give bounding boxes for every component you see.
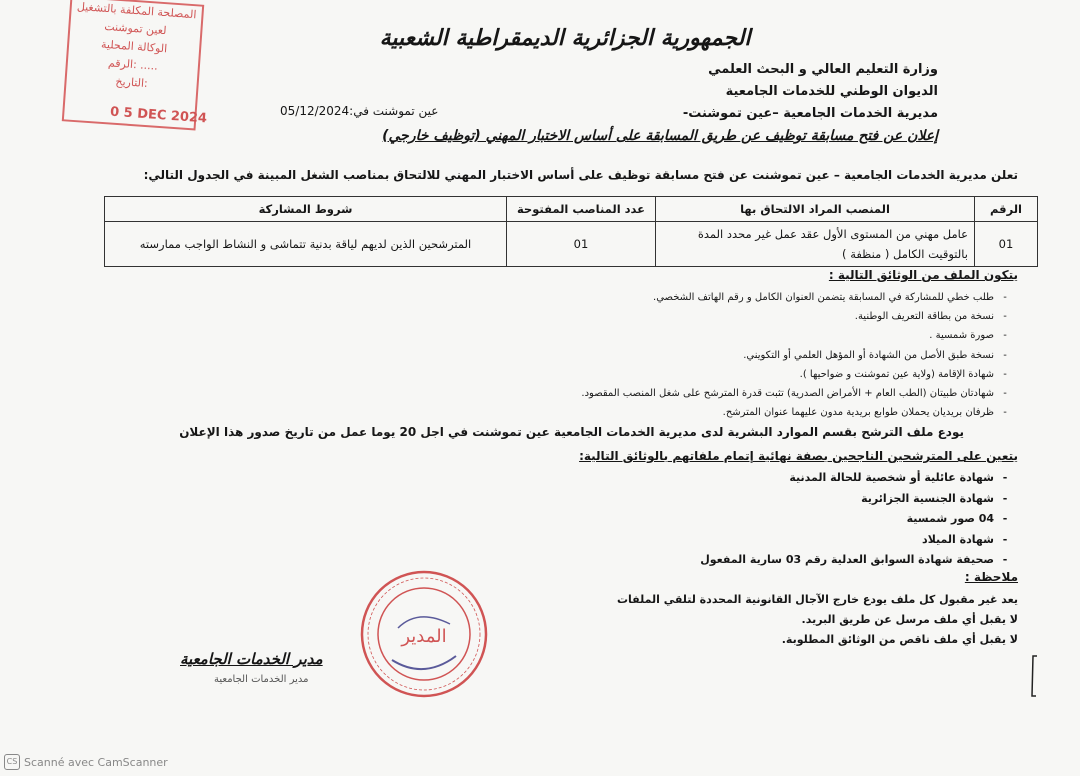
final-document-item: صحيفة شهادة السوابق العدلية رقم 03 سارية المفعول <box>700 553 994 566</box>
stamp-date: 0 5 DEC 2024 <box>109 104 208 127</box>
final-document-item: شهادة الميلاد <box>922 532 994 546</box>
final-documents-title: يتعين على المترشحين الناجحين بصفة نهائية إتمام ملفاتهم بالوثائق التالية: <box>579 449 1018 463</box>
camscanner-icon: CS <box>4 754 20 770</box>
list-item <box>581 346 1016 365</box>
final-document-item: شهادة عائلية أو شخصية للحالة المدنية <box>789 471 994 484</box>
stamp-line: التاريخ: <box>115 74 149 91</box>
header-conditions: شروط المشاركة <box>105 197 507 222</box>
list-item <box>700 530 1016 551</box>
dash-bullet: - <box>1003 368 1007 380</box>
scanner-watermark <box>4 754 168 770</box>
dash-bullet: - <box>1003 292 1007 303</box>
dash-bullet: - <box>1002 491 1008 505</box>
document-item: شهادة الإقامة (ولاية عين تموشنت و ضواحيها ). <box>799 368 994 380</box>
office-line: الديوان الوطني للخدمات الجامعية <box>725 84 938 99</box>
seal-label: المدير <box>401 626 447 647</box>
list-item <box>700 550 1016 571</box>
stamp-line: المصلحة المكلفة بالتشغيل <box>76 0 197 22</box>
dash-bullet: - <box>1002 553 1008 566</box>
page-title: الجمهورية الجزائرية الديمقراطية الشعبية <box>379 26 751 51</box>
document-item: ظرفان بريديان يحملان طوابع بريدية مدون عليهما عنوان المترشح. <box>722 407 994 419</box>
announcement-subject: إعلان عن فتح مسابقة توظيف عن طريق المسابقة على أساس الاختبار المهني (توظيف خارجي) <box>382 128 938 144</box>
bracket-mark <box>1026 654 1040 698</box>
dash-bullet: - <box>1002 512 1008 525</box>
final-document-item: شهادة الجنسية الجزائرية <box>861 491 994 505</box>
stamp-line: لعين تموشنت <box>103 19 167 38</box>
announcement-intro: تعلن مديرية الخدمات الجامعية – عين تموشنت عن فتح مسابقة توظيف على أساس الاختبار المهني للالتحاق بمناصب الشغل المبينة في الجدول التالي: <box>143 168 1018 182</box>
dash-bullet: - <box>1003 407 1007 419</box>
list-item <box>581 307 1016 326</box>
list-item <box>581 384 1016 403</box>
ministry-line: وزارة التعليم العالي و البحث العلمي <box>708 62 938 77</box>
header-count: عدد المناصب المفتوحة <box>507 197 656 222</box>
scanner-text: Scanné avec CamScanner <box>24 755 168 769</box>
cell-conditions: المترشحين الذين لديهم لياقة بدنية تتماشى و النشاط الواجب ممارسته <box>105 222 507 267</box>
cell-count: 01 <box>507 222 656 267</box>
table-row <box>105 222 1038 267</box>
dash-bullet: - <box>1003 311 1007 323</box>
document-item: شهادتان طبيتان (الطب العام + الأمراض الصدرية) تثبت قدرة المترشح على شغل المنصب المقصود. <box>581 387 994 399</box>
dash-bullet: - <box>1002 471 1008 484</box>
dash-bullet: - <box>1003 387 1007 399</box>
cell-num: 01 <box>975 222 1038 267</box>
document-item: طلب خطي للمشاركة في المسابقة يتضمن العنوان الكامل و رقم الهاتف الشخصي. <box>653 292 994 303</box>
notes-title: ملاحظة : <box>964 570 1018 584</box>
cell-position: عامل مهني من المستوى الأول عقد عمل غير محدد المدة بالتوقيت الكامل ( منظفة ) <box>656 222 975 267</box>
note-item: لا يقبل أي ملف ناقص من الوثائق المطلوبة. <box>781 633 1018 646</box>
note-item: لا يقبل أي ملف مرسل عن طريق البريد. <box>801 613 1018 626</box>
document-item: نسخة طبق الأصل من الشهادة أو المؤهل العلمي أو التكويني. <box>743 349 994 361</box>
list-item <box>581 403 1016 422</box>
final-documents-list <box>700 468 1016 571</box>
date-line: عين تموشنت في:05/12/2024 <box>280 104 439 118</box>
official-seal <box>358 568 490 700</box>
directorate-line: مديرية الخدمات الجامعية –عين تموشنت- <box>682 106 938 121</box>
stamp-line: الوكالة المحلية <box>100 37 168 56</box>
deposit-notice: يودع ملف الترشح بقسم الموارد البشرية لدى مديرية الخدمات الجامعية عين تموشنت في اجل 20 يوما عمل من تاريخ صدور هذا الإعلان <box>179 425 964 439</box>
list-item <box>700 489 1016 510</box>
note-item: يعد غير مقبول كل ملف يودع خارج الآجال القانونية المحددة لتلقي الملفات <box>617 593 1018 606</box>
dash-bullet: - <box>1003 330 1007 342</box>
signature-subtitle: مدير الخدمات الجامعية <box>214 674 309 685</box>
list-item <box>700 509 1016 530</box>
list-item <box>700 468 1016 489</box>
dash-bullet: - <box>1002 532 1008 546</box>
stamp-line: الرقم: ..... <box>107 56 159 73</box>
signature-title: مدير الخدمات الجامعية <box>180 650 323 668</box>
notes-list <box>617 590 1018 650</box>
list-item <box>581 288 1016 307</box>
header-position: المنصب المراد الالتحاق بها <box>656 197 975 222</box>
header-num: الرقم <box>975 197 1038 222</box>
dash-bullet: - <box>1003 349 1007 361</box>
list-item <box>581 326 1016 345</box>
documents-title: يتكون الملف من الوثائق التالية : <box>828 268 1018 282</box>
document-item: صورة شمسية . <box>929 330 994 342</box>
final-document-item: 04 صور شمسية <box>906 512 994 525</box>
table-header-row <box>105 197 1038 222</box>
positions-table <box>104 196 1038 267</box>
documents-list <box>581 288 1016 422</box>
list-item <box>581 365 1016 384</box>
document-item: نسخة من بطاقة التعريف الوطنية. <box>854 311 994 323</box>
